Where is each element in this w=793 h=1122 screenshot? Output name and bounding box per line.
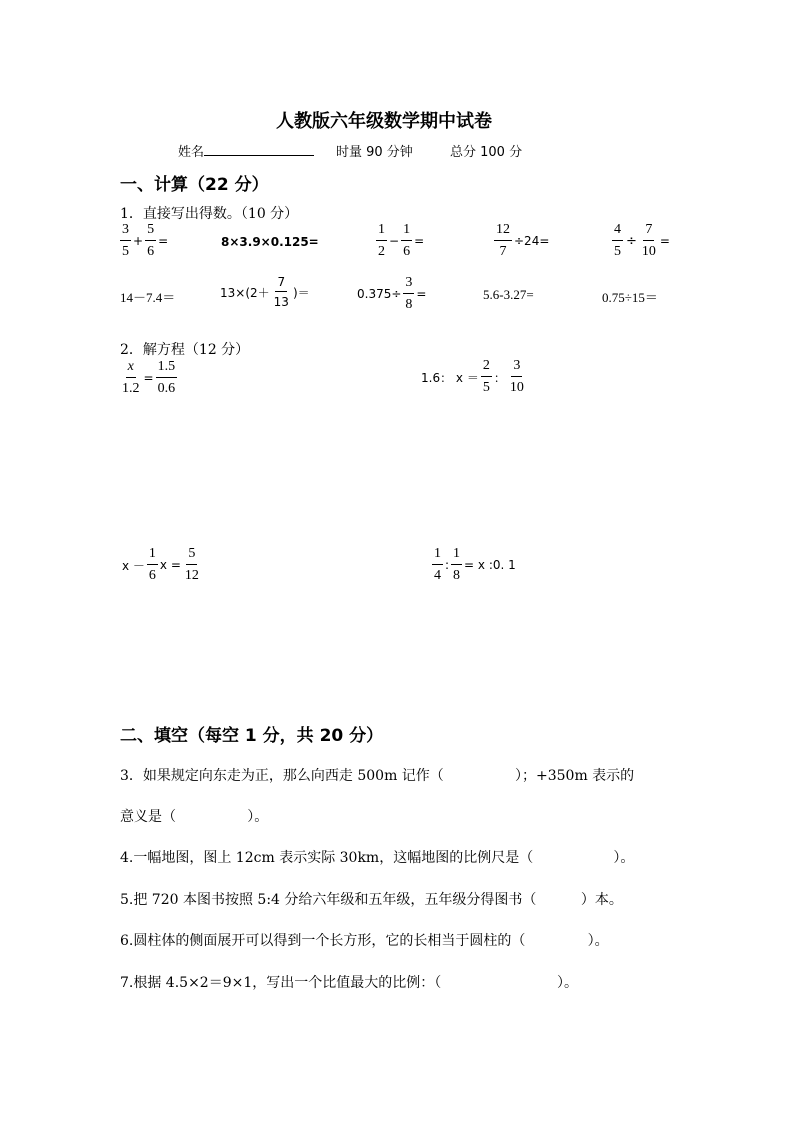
time-limit: 时量 90 分钟 (336, 145, 413, 160)
section1-heading: 一、计算（22 分） (120, 175, 269, 195)
q5: 5.把 720 本图书按照 5:4 分给六年级和五年级，五年级分得图书（ ）本。 (120, 892, 623, 908)
fraction: $\frac{3}{10}$ (509, 358, 524, 395)
fraction: $\frac{4}{5}$ (614, 222, 621, 259)
fraction: $\frac{1}{2}$ (378, 222, 385, 259)
calc-10: 0.75÷15＝ (602, 290, 658, 305)
name-blank (204, 141, 314, 156)
fraction: $\frac{7}{10}$ (641, 222, 656, 259)
calc-4: $\frac{12}{7}$ ÷24= (496, 222, 550, 259)
equation-1: $\frac{x}{1.2}$ = $\frac{1.5}{0.6}$ (122, 359, 176, 396)
fraction: $\frac{1}{6}$ (148, 546, 156, 583)
equation-4: $\frac{1}{4}$ : $\frac{1}{8}$ = x :0. 1 (434, 546, 516, 583)
fraction: $\frac{5}{12}$ (184, 546, 199, 583)
q3-line1: 3．如果规定向东走为正，那么向西走 500m 记作（ ）；+350m 表示的 (120, 768, 635, 784)
q6: 6.圆柱体的侧面展开可以得到一个长方形，它的长相当于圆柱的（ ）。 (120, 933, 609, 949)
calc-9: 5.6-3.27= (483, 287, 534, 302)
calc-3: $\frac{1}{2}$ − $\frac{1}{6}$ = (378, 222, 425, 259)
calc-5: $\frac{4}{5}$ ÷ $\frac{7}{10}$ = (614, 222, 670, 259)
fraction: $\frac{2}{5}$ (482, 358, 490, 395)
equation-2: 1.6： x ＝ $\frac{2}{5}$ ： $\frac{3}{10}$ (421, 358, 524, 395)
fraction: $\frac{1.5}{0.6}$ (157, 359, 176, 396)
fraction: $\frac{5}{6}$ (147, 222, 155, 259)
page-title: 人教版六年级数学期中试卷 (276, 111, 492, 132)
calc-2: 8×3.9×0.125= (221, 235, 319, 249)
fraction: $\frac{1}{8}$ (453, 546, 461, 583)
fraction: $\frac{7}{13}$ (273, 275, 289, 309)
q4: 4.一幅地图，图上 12cm 表示实际 30km，这幅地图的比例尺是（ ）。 (120, 850, 635, 866)
q7: 7.根据 4.5×2＝9×1，写出一个比值最大的比例：（ ）。 (120, 975, 578, 991)
total-score: 总分 100 分 (450, 145, 523, 160)
equation-3: x － $\frac{1}{6}$ x = $\frac{5}{12}$ (122, 546, 199, 583)
fraction: $\frac{x}{1.2}$ (122, 359, 140, 396)
fraction: $\frac{3}{5}$ (122, 222, 129, 259)
fraction: $\frac{1}{4}$ (434, 546, 441, 583)
calc-8: 0.375÷ $\frac{3}{8}$ = (357, 275, 427, 312)
fraction: $\frac{12}{7}$ (496, 222, 510, 259)
calc-7: 13×(2＋ $\frac{7}{13}$ )＝ (220, 275, 310, 309)
fraction: $\frac{1}{6}$ (403, 222, 411, 259)
name-field (178, 141, 314, 160)
q1-title: 1．直接写出得数。（10 分） (120, 206, 299, 222)
q2-title: 2．解方程（12 分） (120, 342, 250, 358)
name-label: 姓名 (178, 145, 205, 160)
fraction: $\frac{3}{8}$ (405, 275, 413, 312)
q3-line2: 意义是（ ）。 (120, 809, 269, 825)
calc-6: 14－7.4＝ (120, 290, 176, 305)
section2-heading: 二、填空（每空 1 分，共 20 分） (120, 726, 384, 746)
calc-1: $\frac{3}{5}$ + $\frac{5}{6}$ = (122, 222, 169, 259)
